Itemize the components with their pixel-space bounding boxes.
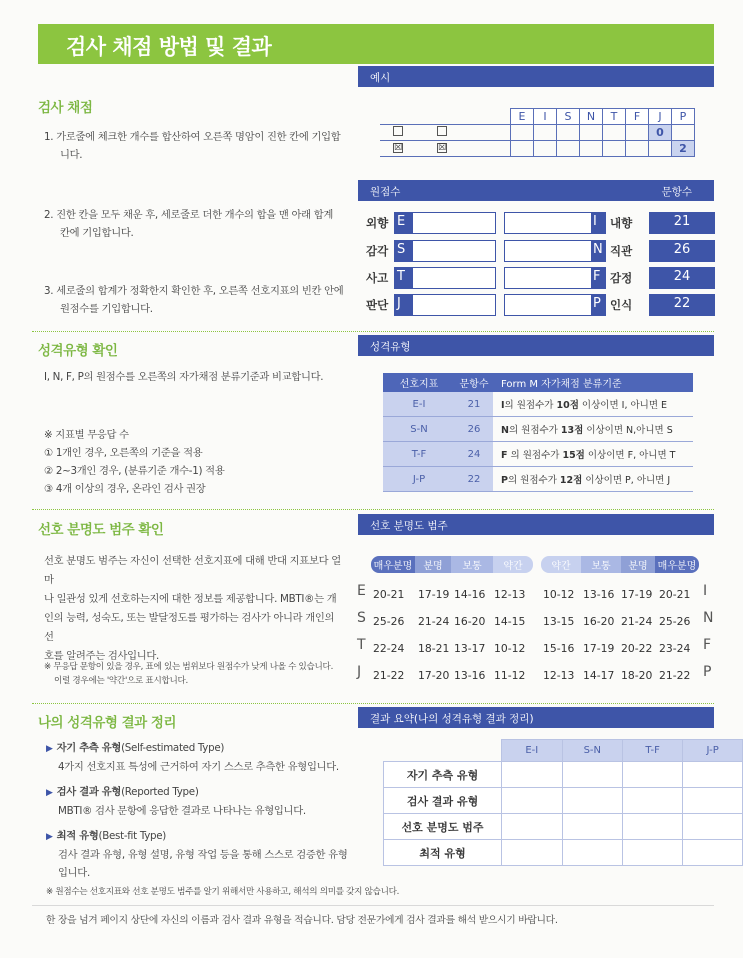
raw-row-jp bbox=[366, 294, 716, 316]
criteria-pair: J-P bbox=[383, 467, 455, 492]
summary-cell[interactable] bbox=[683, 762, 743, 788]
example-letter: I bbox=[534, 109, 557, 125]
example-checkbox-1[interactable] bbox=[393, 126, 403, 136]
summary-row-label: 최적 유형 bbox=[384, 840, 502, 866]
example-line-3 bbox=[380, 156, 510, 157]
clarity-right-letter: F bbox=[703, 637, 712, 653]
scoring-heading: 검사 채점 bbox=[38, 100, 93, 116]
scoring-step1-line2: 니다. bbox=[60, 149, 83, 161]
clarity-pill-moderate-right: 보통 bbox=[581, 556, 621, 573]
raw-right-input[interactable] bbox=[504, 267, 592, 289]
scoring-step1 bbox=[44, 128, 344, 164]
summary-item-title: 최적 유형 bbox=[56, 830, 99, 842]
clarity-row-tf bbox=[357, 637, 717, 659]
criteria-table bbox=[383, 373, 693, 492]
clarity-range: 17-19 bbox=[418, 588, 450, 601]
type-check-desc: I, N, F, P의 원점수를 오른쪽의 자가채점 분류기준과 비교합니다. bbox=[44, 371, 324, 383]
example-letter: P bbox=[672, 109, 695, 125]
clarity-note-1: ※ 무응답 문항이 있을 경우, 표에 있는 범위보다 원점수가 낮게 나올 수 있습니다. bbox=[44, 662, 333, 672]
criteria-count: 26 bbox=[455, 417, 493, 442]
summary-cell[interactable] bbox=[623, 788, 683, 814]
summary-item-en: (Best-fit Type) bbox=[98, 830, 166, 842]
example-bar: 예시 bbox=[358, 66, 714, 87]
criteria-rule: N의 원점수가 13점 이상이면 N,아니면 S bbox=[493, 417, 693, 442]
clarity-range: 20-21 bbox=[373, 588, 405, 601]
divider bbox=[32, 509, 714, 510]
example-letter: S bbox=[557, 109, 580, 125]
raw-left-letter: E bbox=[394, 212, 412, 234]
summary-cell[interactable] bbox=[562, 814, 622, 840]
summary-item-1 bbox=[46, 739, 356, 776]
raw-right-label: 감정 bbox=[610, 271, 633, 285]
criteria-pair: S-N bbox=[383, 417, 455, 442]
summary-row-label: 검사 결과 유형 bbox=[384, 788, 502, 814]
clarity-range: 17-20 bbox=[418, 669, 450, 682]
clarity-range: 14-16 bbox=[454, 588, 486, 601]
raw-score-bar-label: 원점수 bbox=[370, 186, 401, 198]
clarity-pill-clear: 분명 bbox=[415, 556, 451, 573]
clarity-range: 20-22 bbox=[621, 642, 653, 655]
scoring-step1-line1: 1. 가로줄에 체크한 개수를 합산하여 오른쪽 명암이 진한 칸에 기입합 bbox=[44, 131, 341, 143]
summary-bar: 결과 요약(나의 성격유형 결과 정리) bbox=[358, 707, 714, 728]
clarity-left-letter: E bbox=[357, 583, 366, 599]
summary-col-header: S-N bbox=[562, 740, 622, 762]
criteria-rule: P의 원점수가 12점 이상이면 P, 아니면 J bbox=[493, 467, 693, 492]
criteria-rule: F 의 원점수가 15점 이상이면 F, 아니면 T bbox=[493, 442, 693, 467]
summary-cell[interactable] bbox=[562, 840, 622, 866]
clarity-range: 25-26 bbox=[373, 615, 405, 628]
raw-left-input[interactable] bbox=[412, 294, 496, 316]
type-bar: 성격유형 bbox=[358, 335, 714, 356]
scoring-step3 bbox=[44, 282, 344, 318]
clarity-left-letter: S bbox=[357, 610, 366, 626]
raw-right-input[interactable] bbox=[504, 212, 592, 234]
summary-table bbox=[383, 739, 743, 866]
raw-left-label: 감각 bbox=[366, 244, 389, 258]
summary-cell[interactable] bbox=[562, 788, 622, 814]
summary-item-3 bbox=[46, 827, 356, 882]
summary-heading: 나의 성격유형 결과 정리 bbox=[38, 715, 177, 731]
clarity-range: 14-17 bbox=[583, 669, 615, 682]
table-row bbox=[383, 467, 693, 492]
clarity-pill-slight: 약간 bbox=[493, 556, 533, 573]
summary-item-desc: 입니다. bbox=[58, 867, 90, 879]
clarity-row-ei bbox=[357, 583, 717, 605]
clarity-range: 10-12 bbox=[494, 642, 526, 655]
clarity-range: 18-20 bbox=[621, 669, 653, 682]
raw-item-count: 24 bbox=[649, 267, 715, 289]
summary-cell[interactable] bbox=[683, 814, 743, 840]
clarity-pill-very-clear-right: 매우분명 bbox=[655, 556, 699, 573]
criteria-header: Form M 자가채점 분류기준 bbox=[493, 373, 693, 392]
criteria-header: 문항수 bbox=[455, 373, 493, 392]
raw-right-label: 인식 bbox=[610, 298, 633, 312]
table-row bbox=[383, 417, 693, 442]
raw-item-count: 26 bbox=[649, 240, 715, 262]
clarity-row-sn bbox=[357, 610, 717, 632]
raw-left-letter: J bbox=[394, 294, 412, 316]
summary-footnote: ※ 원점수는 선호지표와 선호 분명도 범주를 알기 위해서만 사용하고, 해석의 의미를 갖지 않습니다. bbox=[46, 887, 400, 897]
raw-row-tf bbox=[366, 267, 716, 289]
clarity-range: 23-24 bbox=[659, 642, 691, 655]
clarity-range: 22-24 bbox=[373, 642, 405, 655]
raw-left-letter: T bbox=[394, 267, 412, 289]
clarity-range: 21-22 bbox=[659, 669, 691, 682]
triangle-icon: ▶ bbox=[46, 788, 53, 798]
scoring-step3-line1: 3. 세로줄의 합계가 정확한지 확인한 후, 오른쪽 선호지표의 빈칸 안에 bbox=[44, 285, 344, 297]
clarity-range: 13-17 bbox=[454, 642, 486, 655]
summary-cell[interactable] bbox=[502, 814, 562, 840]
clarity-range: 17-19 bbox=[621, 588, 653, 601]
clarity-range: 18-21 bbox=[418, 642, 450, 655]
raw-left-letter: S bbox=[394, 240, 412, 262]
clarity-range: 16-20 bbox=[583, 615, 615, 628]
item-count-bar-label: 문항수 bbox=[661, 186, 692, 198]
table-row bbox=[384, 762, 743, 788]
clarity-range: 21-24 bbox=[418, 615, 450, 628]
clarity-bar: 선호 분명도 범주 bbox=[358, 514, 714, 535]
example-line-1 bbox=[380, 124, 510, 125]
type-note-3: ③ 4개 이상의 경우, 온라인 검사 권장 bbox=[44, 483, 206, 495]
raw-row-sn bbox=[366, 240, 716, 262]
example-line-2 bbox=[380, 140, 510, 141]
triangle-icon: ▶ bbox=[46, 832, 53, 842]
scoring-step2-line2: 칸에 기입합니다. bbox=[60, 227, 134, 239]
clarity-pill-very-clear: 매우분명 bbox=[371, 556, 415, 573]
criteria-count: 24 bbox=[455, 442, 493, 467]
clarity-desc-line: 나 일관성 있게 선호하는지에 대한 정보를 제공합니다. MBTI®는 개 bbox=[44, 593, 337, 605]
clarity-pill-slight-right: 약간 bbox=[541, 556, 581, 573]
raw-left-label: 사고 bbox=[366, 271, 389, 285]
table-row bbox=[384, 840, 743, 866]
raw-right-input[interactable] bbox=[504, 240, 592, 262]
clarity-range: 25-26 bbox=[659, 615, 691, 628]
clarity-range: 16-20 bbox=[454, 615, 486, 628]
raw-left-input[interactable] bbox=[412, 212, 496, 234]
type-note-2: ② 2~3개인 경우, (분류기준 개수-1) 적용 bbox=[44, 465, 225, 477]
raw-right-letter: I bbox=[592, 212, 606, 234]
summary-col-header: E-I bbox=[502, 740, 562, 762]
example-letter: T bbox=[603, 109, 626, 125]
scoring-step3-line2: 원점수를 기입합니다. bbox=[60, 303, 153, 315]
clarity-range: 12-13 bbox=[543, 669, 575, 682]
clarity-desc-line: 선호 분명도 범주는 자신이 선택한 선호지표에 대해 반대 지표보다 얼마 bbox=[44, 555, 341, 586]
raw-right-letter: P bbox=[592, 294, 606, 316]
summary-cell[interactable] bbox=[502, 840, 562, 866]
clarity-right-letter: I bbox=[703, 583, 708, 599]
raw-left-label: 판단 bbox=[366, 298, 389, 312]
table-row bbox=[384, 814, 743, 840]
clarity-desc-line: 호를 알려주는 검사입니다. bbox=[44, 650, 160, 662]
clarity-left-letter: J bbox=[357, 664, 362, 680]
raw-left-input[interactable] bbox=[412, 267, 496, 289]
raw-right-input[interactable] bbox=[504, 294, 592, 316]
clarity-range: 17-19 bbox=[583, 642, 615, 655]
summary-col-header: T-F bbox=[623, 740, 683, 762]
clarity-range: 21-24 bbox=[621, 615, 653, 628]
raw-right-letter: N bbox=[592, 240, 606, 262]
clarity-notes bbox=[44, 660, 333, 688]
example-checkbox-2[interactable] bbox=[437, 126, 447, 136]
summary-item-desc: 검사 결과 유형, 유형 설명, 유형 작업 등을 통해 스스로 검증한 유형 bbox=[58, 849, 348, 861]
criteria-header: 선호지표 bbox=[383, 373, 455, 392]
triangle-icon: ▶ bbox=[46, 744, 53, 754]
summary-cell[interactable] bbox=[562, 762, 622, 788]
example-letter: N bbox=[580, 109, 603, 125]
clarity-pill-moderate: 보통 bbox=[451, 556, 493, 573]
divider bbox=[32, 905, 714, 906]
bottom-instruction: 한 장을 넘겨 페이지 상단에 자신의 이름과 검사 결과 유형을 적습니다. 담당 전문가에게 검사 결과를 해석 받으시기 바랍니다. bbox=[46, 915, 558, 926]
summary-row-label: 선호 분명도 범주 bbox=[384, 814, 502, 840]
criteria-rule: I의 원점수가 10점 이상이면 I, 아니면 E bbox=[493, 392, 693, 417]
type-note-1: ① 1개인 경우, 오른쪽의 기준을 적용 bbox=[44, 447, 203, 459]
raw-row-ei bbox=[366, 212, 716, 234]
clarity-pill-clear-right: 분명 bbox=[621, 556, 655, 573]
example-value-1: 0 bbox=[649, 125, 672, 141]
clarity-desc bbox=[44, 552, 344, 666]
example-letter: F bbox=[626, 109, 649, 125]
clarity-right-letter: P bbox=[703, 664, 712, 680]
summary-col-header: J-P bbox=[683, 740, 743, 762]
scoring-step2 bbox=[44, 206, 344, 242]
clarity-right-letter: N bbox=[703, 610, 714, 626]
example-grid bbox=[510, 108, 695, 157]
criteria-pair: E-I bbox=[383, 392, 455, 417]
raw-left-input[interactable] bbox=[412, 240, 496, 262]
summary-item-2 bbox=[46, 783, 356, 820]
clarity-range: 13-15 bbox=[543, 615, 575, 628]
example-letter: J bbox=[649, 109, 672, 125]
clarity-left-letter: T bbox=[357, 637, 366, 653]
summary-item-desc: MBTI® 검사 문항에 응답한 결과로 나타나는 유형입니다. bbox=[58, 805, 306, 817]
clarity-note-2: 이럴 경우에는 '약간'으로 표시합니다. bbox=[54, 676, 188, 686]
example-letter: E bbox=[511, 109, 534, 125]
clarity-range: 21-22 bbox=[373, 669, 405, 682]
clarity-desc-line: 인의 능력, 성숙도, 또는 발달정도를 평가하는 검사가 아니라 개인의 선 bbox=[44, 612, 335, 643]
raw-right-letter: F bbox=[592, 267, 606, 289]
raw-item-count: 22 bbox=[649, 294, 715, 316]
raw-item-count: 21 bbox=[649, 212, 715, 234]
summary-item-en: (Reported Type) bbox=[121, 786, 199, 798]
example-value-2: 2 bbox=[672, 141, 695, 157]
example-checkbox-3[interactable]: ☒ bbox=[394, 143, 403, 153]
summary-cell[interactable] bbox=[502, 762, 562, 788]
clarity-row-jp bbox=[357, 664, 717, 686]
clarity-range: 13-16 bbox=[583, 588, 615, 601]
clarity-range: 10-12 bbox=[543, 588, 575, 601]
summary-cell[interactable] bbox=[623, 814, 683, 840]
page-title: 검사 채점 방법 및 결과 bbox=[38, 24, 714, 64]
raw-right-label: 직관 bbox=[610, 244, 633, 258]
clarity-range: 12-13 bbox=[494, 588, 526, 601]
summary-cell[interactable] bbox=[623, 840, 683, 866]
clarity-range: 15-16 bbox=[543, 642, 575, 655]
example-checkbox-4[interactable]: ☒ bbox=[438, 143, 447, 153]
summary-cell[interactable] bbox=[623, 762, 683, 788]
type-note-title: ※ 지표별 무응답 수 bbox=[44, 429, 129, 441]
criteria-count: 22 bbox=[455, 467, 493, 492]
clarity-heading: 선호 분명도 범주 확인 bbox=[38, 522, 164, 538]
summary-item-title: 검사 결과 유형 bbox=[56, 786, 122, 798]
summary-row-label: 자기 추측 유형 bbox=[384, 762, 502, 788]
summary-item-desc: 4가지 선호지표 특성에 근거하여 자기 스스로 추측한 유형입니다. bbox=[58, 761, 339, 773]
divider bbox=[32, 331, 714, 332]
table-row bbox=[383, 392, 693, 417]
criteria-pair: T-F bbox=[383, 442, 455, 467]
type-notes bbox=[44, 426, 224, 498]
table-row bbox=[383, 442, 693, 467]
clarity-range: 14-15 bbox=[494, 615, 526, 628]
summary-item-title: 자기 추측 유형 bbox=[56, 742, 122, 754]
clarity-range: 13-16 bbox=[454, 669, 486, 682]
raw-right-label: 내향 bbox=[610, 216, 633, 230]
table-row bbox=[384, 788, 743, 814]
clarity-range: 20-21 bbox=[659, 588, 691, 601]
raw-score-bar bbox=[358, 180, 714, 201]
criteria-count: 21 bbox=[455, 392, 493, 417]
summary-cell[interactable] bbox=[502, 788, 562, 814]
type-check-heading: 성격유형 확인 bbox=[38, 343, 118, 359]
scoring-step2-line1: 2. 진한 칸을 모두 채운 후, 세로줄로 더한 개수의 합을 맨 아래 합계 bbox=[44, 209, 334, 221]
clarity-range: 11-12 bbox=[494, 669, 526, 682]
summary-cell[interactable] bbox=[683, 840, 743, 866]
summary-cell[interactable] bbox=[683, 788, 743, 814]
divider bbox=[32, 703, 714, 704]
summary-item-en: (Self-estimated Type) bbox=[121, 742, 225, 754]
raw-left-label: 외향 bbox=[366, 216, 389, 230]
